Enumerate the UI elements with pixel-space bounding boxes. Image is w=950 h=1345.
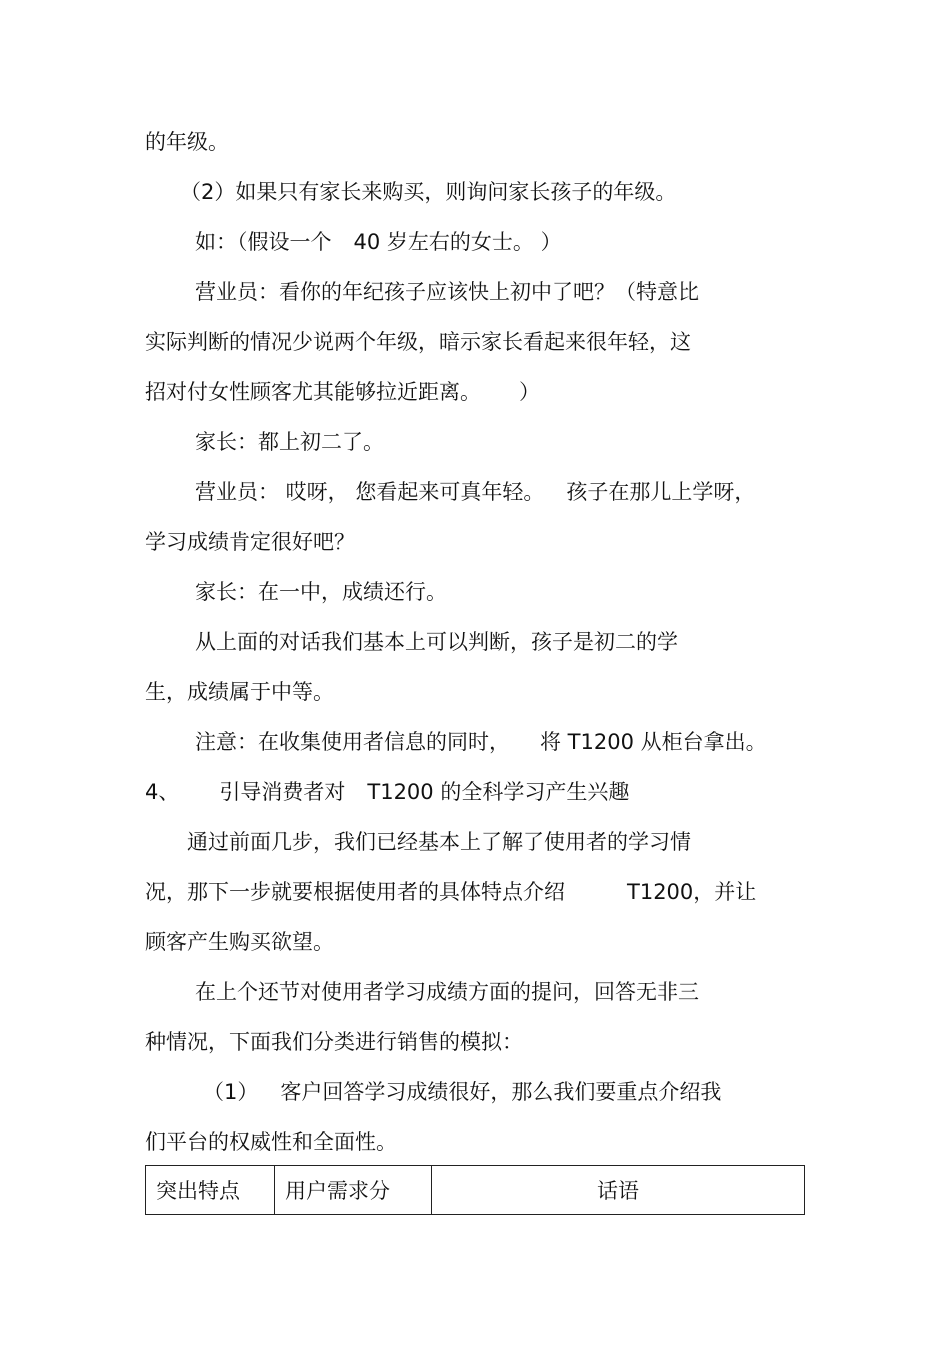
paragraph-line: 从上面的对话我们基本上可以判断，孩子是初二的学 (195, 630, 678, 654)
table-header-cell: 突出特点 (146, 1166, 275, 1215)
paragraph-line: 家长：都上初二了。 (195, 430, 384, 454)
paragraph-line: 学习成绩肯定很好吧？ (145, 530, 355, 554)
paragraph-line: 家长：在一中，成绩还行。 (195, 580, 447, 604)
paragraph-line: 营业员：看你的年纪孩子应该快上初中了吧？（特意比 (195, 280, 699, 304)
paragraph-line: （1） 客户回答学习成绩很好，那么我们要重点介绍我 (203, 1080, 722, 1104)
paragraph-line: 况，那下一步就要根据使用者的具体特点介绍 T1200，并让 (145, 880, 757, 904)
paragraph-line: 的年级。 (145, 130, 229, 154)
paragraph-line: （2）如果只有家长来购买，则询问家长孩子的年级。 (180, 180, 677, 204)
paragraph-line: 实际判断的情况少说两个年级，暗示家长看起来很年轻，这 (145, 330, 691, 354)
paragraph-line: 种情况，下面我们分类进行销售的模拟： (145, 1030, 523, 1054)
table-header-row (146, 1166, 805, 1215)
paragraph-line: 在上个还节对使用者学习成绩方面的提问，回答无非三 (195, 980, 699, 1004)
paragraph-line: 顾客产生购买欲望。 (145, 930, 334, 954)
paragraph-line: 生，成绩属于中等。 (145, 680, 334, 704)
paragraph-line: 们平台的权威性和全面性。 (145, 1130, 397, 1154)
paragraph-line: 如：（假设一个 40 岁左右的女士。 ） (195, 230, 562, 254)
paragraph-line: 注意：在收集使用者信息的同时， 将 T1200 从柜台拿出。 (195, 730, 767, 754)
table-header-cell: 用户需求分 (275, 1166, 432, 1215)
feature-table (145, 1165, 805, 1215)
paragraph-line: 通过前面几步，我们已经基本上了解了使用者的学习情 (187, 830, 691, 854)
paragraph-line: 营业员： 哎呀， 您看起来可真年轻。 孩子在那儿上学呀， (195, 480, 756, 504)
paragraph-line: 招对付女性顾客尤其能够拉近距离。 ） (145, 380, 540, 404)
table-header-cell: 话语 (432, 1166, 805, 1215)
section-heading: 4、 引导消费者对 T1200 的全科学习产生兴趣 (145, 780, 630, 804)
